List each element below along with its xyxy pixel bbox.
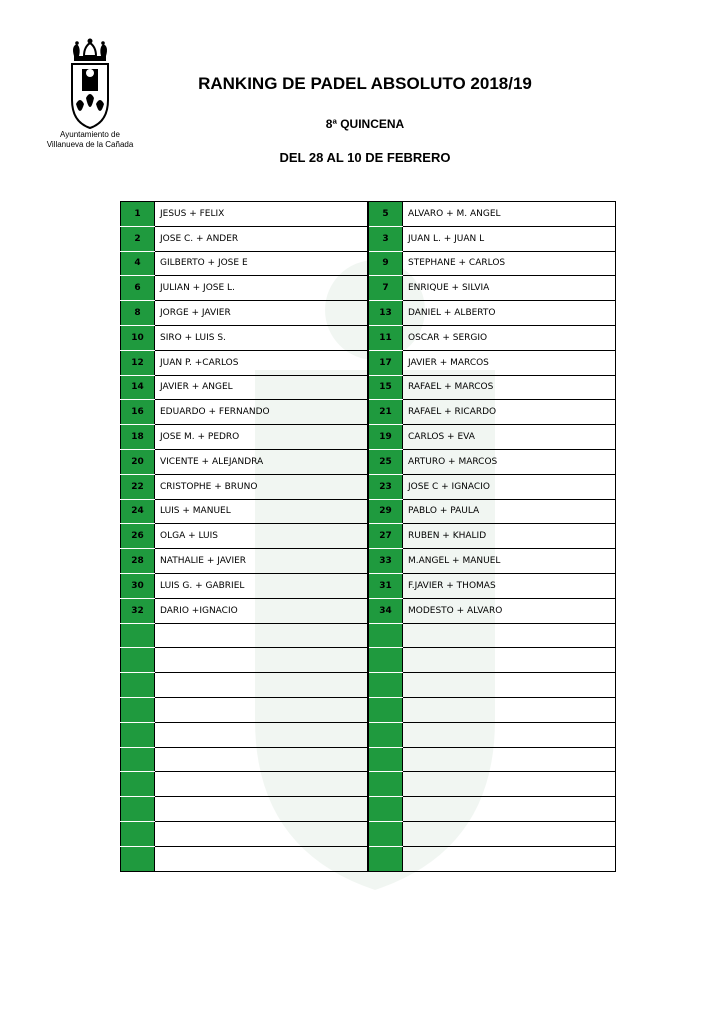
left-rank-cell: 2: [121, 226, 155, 251]
left-rank-cell: 24: [121, 499, 155, 524]
left-rank-cell: 28: [121, 549, 155, 574]
left-rank-cell: [121, 697, 155, 722]
table-row: [121, 301, 616, 326]
left-pair-cell: [155, 648, 369, 673]
right-rank-cell: 33: [368, 549, 403, 574]
table-row: [121, 573, 616, 598]
left-rank-cell: [121, 797, 155, 822]
right-pair-cell: F.JAVIER + THOMAS: [403, 573, 616, 598]
table-row: [121, 375, 616, 400]
table-row: [121, 722, 616, 747]
right-rank-cell: 15: [368, 375, 403, 400]
right-pair-cell: [403, 821, 616, 846]
right-pair-cell: [403, 747, 616, 772]
table-row: [121, 425, 616, 450]
table-row: [121, 499, 616, 524]
table-row: [121, 350, 616, 375]
right-pair-cell: OSCAR + SERGIO: [403, 325, 616, 350]
left-pair-cell: [155, 797, 369, 822]
right-rank-cell: [368, 846, 403, 871]
left-pair-cell: JUAN P. +CARLOS: [155, 350, 369, 375]
right-rank-cell: [368, 821, 403, 846]
left-pair-cell: [155, 697, 369, 722]
table-row: [121, 598, 616, 623]
left-pair-cell: DARIO +IGNACIO: [155, 598, 369, 623]
right-pair-cell: RUBEN + KHALID: [403, 524, 616, 549]
left-pair-cell: GILBERTO + JOSE E: [155, 251, 369, 276]
left-rank-cell: 30: [121, 573, 155, 598]
left-pair-cell: CRISTOPHE + BRUNO: [155, 474, 369, 499]
left-pair-cell: NATHALIE + JAVIER: [155, 549, 369, 574]
left-pair-cell: [155, 747, 369, 772]
table-row: [121, 226, 616, 251]
right-pair-cell: [403, 772, 616, 797]
table-row: [121, 846, 616, 871]
left-rank-cell: 4: [121, 251, 155, 276]
left-rank-cell: [121, 821, 155, 846]
right-pair-cell: STEPHANE + CARLOS: [403, 251, 616, 276]
left-pair-cell: [155, 821, 369, 846]
left-pair-cell: JORGE + JAVIER: [155, 301, 369, 326]
right-rank-cell: 25: [368, 449, 403, 474]
table-row: [121, 549, 616, 574]
table-row: [121, 325, 616, 350]
right-pair-cell: ENRIQUE + SILVIA: [403, 276, 616, 301]
left-rank-cell: 14: [121, 375, 155, 400]
table-row: [121, 797, 616, 822]
right-rank-cell: [368, 648, 403, 673]
left-pair-cell: JESUS + FELIX: [155, 202, 369, 227]
table-row: [121, 623, 616, 648]
right-rank-cell: 29: [368, 499, 403, 524]
municipal-logo: [40, 38, 140, 160]
right-pair-cell: JUAN L. + JUAN L: [403, 226, 616, 251]
right-pair-cell: [403, 623, 616, 648]
right-rank-cell: [368, 673, 403, 698]
left-rank-cell: [121, 747, 155, 772]
left-pair-cell: [155, 772, 369, 797]
left-rank-cell: 10: [121, 325, 155, 350]
right-pair-cell: MODESTO + ALVARO: [403, 598, 616, 623]
table-row: [121, 251, 616, 276]
left-pair-cell: LUIS + MANUEL: [155, 499, 369, 524]
right-pair-cell: [403, 697, 616, 722]
left-pair-cell: [155, 846, 369, 871]
right-rank-cell: 34: [368, 598, 403, 623]
left-pair-cell: EDUARDO + FERNANDO: [155, 400, 369, 425]
right-pair-cell: [403, 722, 616, 747]
right-pair-cell: JOSE C + IGNACIO: [403, 474, 616, 499]
right-pair-cell: JAVIER + MARCOS: [403, 350, 616, 375]
table-row: [121, 821, 616, 846]
left-pair-cell: [155, 623, 369, 648]
left-rank-cell: [121, 673, 155, 698]
table-row: [121, 524, 616, 549]
right-pair-cell: [403, 846, 616, 871]
right-rank-cell: 31: [368, 573, 403, 598]
right-rank-cell: 19: [368, 425, 403, 450]
left-rank-cell: 12: [121, 350, 155, 375]
right-rank-cell: 9: [368, 251, 403, 276]
right-rank-cell: 5: [368, 202, 403, 227]
right-rank-cell: 23: [368, 474, 403, 499]
right-rank-cell: [368, 772, 403, 797]
table-row: [121, 747, 616, 772]
left-pair-cell: [155, 673, 369, 698]
left-pair-cell: OLGA + LUIS: [155, 524, 369, 549]
left-pair-cell: [155, 722, 369, 747]
left-pair-cell: SIRO + LUIS S.: [155, 325, 369, 350]
logo-text-line2: Villanueva de la Cañada: [46, 140, 134, 149]
left-rank-cell: 6: [121, 276, 155, 301]
right-pair-cell: ALVARO + M. ANGEL: [403, 202, 616, 227]
left-rank-cell: 1: [121, 202, 155, 227]
table-row: [121, 697, 616, 722]
right-pair-cell: DANIEL + ALBERTO: [403, 301, 616, 326]
left-rank-cell: [121, 648, 155, 673]
right-pair-cell: RAFAEL + RICARDO: [403, 400, 616, 425]
left-rank-cell: 20: [121, 449, 155, 474]
page-title: RANKING DE PADEL ABSOLUTO 2018/19: [198, 74, 532, 93]
coat-of-arms-icon: [67, 38, 113, 130]
left-rank-cell: 18: [121, 425, 155, 450]
left-pair-cell: JOSE C. + ANDER: [155, 226, 369, 251]
right-rank-cell: 21: [368, 400, 403, 425]
right-rank-cell: 7: [368, 276, 403, 301]
right-pair-cell: [403, 648, 616, 673]
left-rank-cell: [121, 846, 155, 871]
left-rank-cell: [121, 772, 155, 797]
right-pair-cell: PABLO + PAULA: [403, 499, 616, 524]
table-row: [121, 673, 616, 698]
left-rank-cell: [121, 722, 155, 747]
table-row: [121, 276, 616, 301]
right-rank-cell: [368, 797, 403, 822]
right-rank-cell: 13: [368, 301, 403, 326]
right-pair-cell: M.ANGEL + MANUEL: [403, 549, 616, 574]
left-pair-cell: JAVIER + ANGEL: [155, 375, 369, 400]
left-rank-cell: 16: [121, 400, 155, 425]
ranking-table: [120, 201, 616, 872]
right-rank-cell: 11: [368, 325, 403, 350]
right-pair-cell: [403, 797, 616, 822]
right-rank-cell: [368, 747, 403, 772]
left-rank-cell: 22: [121, 474, 155, 499]
date-range: DEL 28 AL 10 DE FEBRERO: [279, 150, 451, 165]
right-pair-cell: ARTURO + MARCOS: [403, 449, 616, 474]
table-row: [121, 648, 616, 673]
left-pair-cell: JOSE M. + PEDRO: [155, 425, 369, 450]
table-row: [121, 400, 616, 425]
page-subtitle: 8ª QUINCENA: [325, 117, 405, 131]
left-rank-cell: 32: [121, 598, 155, 623]
right-rank-cell: [368, 722, 403, 747]
right-rank-cell: 17: [368, 350, 403, 375]
left-pair-cell: JULIAN + JOSE L.: [155, 276, 369, 301]
right-pair-cell: RAFAEL + MARCOS: [403, 375, 616, 400]
left-pair-cell: VICENTE + ALEJANDRA: [155, 449, 369, 474]
logo-text-line1: Ayuntamiento de: [60, 130, 120, 139]
right-rank-cell: [368, 623, 403, 648]
table-row: [121, 449, 616, 474]
right-pair-cell: [403, 673, 616, 698]
table-row: [121, 474, 616, 499]
table-row: [121, 772, 616, 797]
left-rank-cell: [121, 623, 155, 648]
right-pair-cell: CARLOS + EVA: [403, 425, 616, 450]
right-rank-cell: 3: [368, 226, 403, 251]
left-rank-cell: 8: [121, 301, 155, 326]
table-row: [121, 202, 616, 227]
right-rank-cell: 27: [368, 524, 403, 549]
left-pair-cell: LUIS G. + GABRIEL: [155, 573, 369, 598]
right-rank-cell: [368, 697, 403, 722]
left-rank-cell: 26: [121, 524, 155, 549]
